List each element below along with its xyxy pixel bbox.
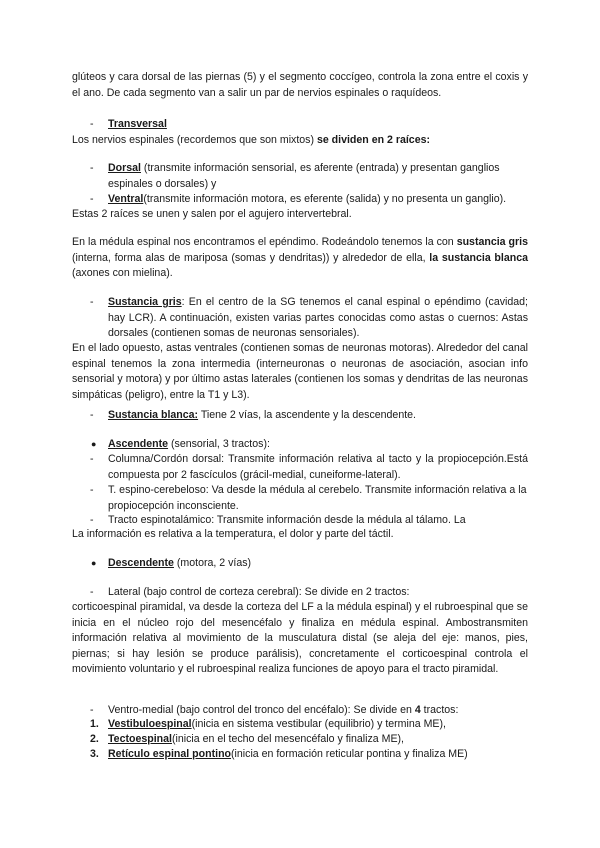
sg-desc: : En el centro de la SG tenemos el canal espinal o epéndimo (cavidad; hay LCR). A continuación, existen varias partes conocidas como astas o cuernos: Astas dorsales (contienen somas de neuronas sensoriales). xyxy=(108,296,528,339)
list-item-columna-dorsal: Columna/Cordón dorsal: Transmite información relativa al tacto y la propiocepción.Está compuesta por 2 fascículos (grácil-medial, cuneiforme-lateral). xyxy=(108,453,528,481)
vestibuloespinal-desc: (inicia en sistema vestibular (equilibrio) y termina ME), xyxy=(191,718,446,730)
dorsal-term: Dorsal xyxy=(108,162,141,174)
list-number: 1. xyxy=(90,718,99,730)
tectoespinal-desc: (inicia en el techo del mesencéfalo y finaliza ME), xyxy=(171,733,404,745)
dash-marker: - xyxy=(90,296,94,308)
paragraph-ependimo xyxy=(72,235,528,282)
ascendente-desc: (sensorial, 3 tractos): xyxy=(168,438,270,450)
bullet-marker: ● xyxy=(91,558,97,568)
tectoespinal-term: Tectoespinal xyxy=(108,733,172,745)
list-number: 2. xyxy=(90,733,99,745)
heading-transversal xyxy=(108,117,528,133)
list-item-sustancia-blanca xyxy=(108,408,528,424)
reticulo-espinal-desc: (inicia en formación reticular pontina y finaliza ME) xyxy=(231,748,468,760)
list-item-dorsal xyxy=(108,161,528,192)
list-item-espinotalamico: Tracto espinotalámico: Transmite información desde la médula al tálamo. La xyxy=(108,514,466,526)
list-item-sustancia-gris xyxy=(108,295,528,342)
list-item-ascendente xyxy=(108,437,528,453)
dorsal-desc: (transmite información sensorial, es aferente (entrada) y presentan ganglios espinales o dorsales) y xyxy=(108,162,500,190)
ventro-medial-text: Ventro-medial (bajo control del tronco del encéfalo): Se divide en xyxy=(108,704,415,716)
sb-term: Sustancia blanca: xyxy=(108,409,199,421)
dash-marker: - xyxy=(90,484,94,496)
dash-marker: - xyxy=(90,586,94,598)
vestibuloespinal-term: Vestibuloespinal xyxy=(108,718,192,730)
sb-desc: Tiene 2 vías, la ascendente y la descendente. xyxy=(198,409,416,421)
descendente-term: Descendente xyxy=(108,557,174,569)
sg-term: Sustancia gris xyxy=(108,296,182,308)
dash-marker: - xyxy=(90,409,94,421)
dash-marker: - xyxy=(90,514,94,526)
ependimo-text-2: (interna, forma alas de mariposa (somas y dendritas)) y alrededor de ella, xyxy=(72,251,430,264)
ascendente-term: Ascendente xyxy=(108,438,169,450)
list-number: 3. xyxy=(90,748,99,760)
ventral-desc: (transmite información motora, es eferente (salida) y no presenta un ganglio). xyxy=(143,193,507,205)
list-item-vestibuloespinal xyxy=(108,717,528,733)
list-item-lateral: Lateral (bajo control de corteza cerebral): Se divide en 2 tractos: xyxy=(108,586,410,598)
ventro-medial-count: 4 xyxy=(414,704,421,716)
list-item-ventral xyxy=(108,192,528,208)
list-item-descendente xyxy=(108,556,528,572)
reticulo-espinal-term: Retículo espinal pontino xyxy=(108,748,232,760)
bullet-marker: ● xyxy=(91,439,97,449)
list-item-tectoespinal xyxy=(108,732,528,748)
dash-marker: - xyxy=(90,118,94,130)
dash-marker: - xyxy=(90,162,94,174)
ependimo-text: En la médula espinal nos encontramos el epéndimo. Rodeándolo tenemos la con xyxy=(72,236,457,248)
paragraph-astas: En el lado opuesto, astas ventrales (contienen somas de neuronas motoras). Alrededor del canal espinal tenemos la zona intermedia (interneuronas o neuronas de asociación, asocian info sensorial y motora) y por último astas laterales (contienen los somas y dendritas de las neuronas simpáticas (peligro), entre la T1 y L3). xyxy=(72,342,528,401)
roots-text: Los nervios espinales (recordemos que son mixtos) xyxy=(72,134,317,146)
sustancia-blanca-bold: la sustancia blanca xyxy=(429,251,528,264)
dash-marker: - xyxy=(90,453,94,465)
paragraph-intervertebral: Estas 2 raíces se unen y salen por el agujero intervertebral. xyxy=(72,208,352,220)
descendente-desc: (motora, 2 vías) xyxy=(173,557,252,569)
transversal-term: Transversal xyxy=(108,118,167,130)
list-item-reticulo-espinal xyxy=(108,747,528,763)
sustancia-gris-bold: sustancia gris xyxy=(456,236,528,248)
list-item-espino-cerebeloso: T. espino-cerebeloso: Va desde la médula al cerebelo. Transmite información relativa a la propiocepción inconsciente. xyxy=(108,484,527,512)
roots-bold: se dividen en 2 raíces: xyxy=(316,134,431,146)
paragraph-temperatura: La información es relativa a la temperatura, el dolor y parte del táctil. xyxy=(72,528,394,540)
paragraph-corticoespinal: corticoespinal piramidal, va desde la corteza del LF a la médula espinal) y el rubroespinal que se inicia en el núcleo rojo del mesencéfalo y finaliza en médula espinal. Ambostransmiten información relativa al movimiento de la musculatura distal (se aleja del eje: manos, pies, piernas; si hay lesión se produce parálisis), concretamente el corticoespinal controla el movimiento voluntario y el rubroespinal realiza funciones de apoyo para el tracto piramidal. xyxy=(72,601,528,675)
ventro-medial-text-2: tractos: xyxy=(420,704,459,716)
paragraph-roots xyxy=(72,133,528,149)
dash-marker: - xyxy=(90,193,94,205)
ependimo-text-3: (axones con mielina). xyxy=(72,267,173,279)
ventral-term: Ventral xyxy=(108,193,144,205)
paragraph-segments: glúteos y cara dorsal de las piernas (5) y el segmento coccígeo, controla la zona entre el coxis y el ano. De cada segmento van a salir un par de nervios espinales o raquídeos. xyxy=(72,71,528,99)
dash-marker: - xyxy=(90,704,94,716)
